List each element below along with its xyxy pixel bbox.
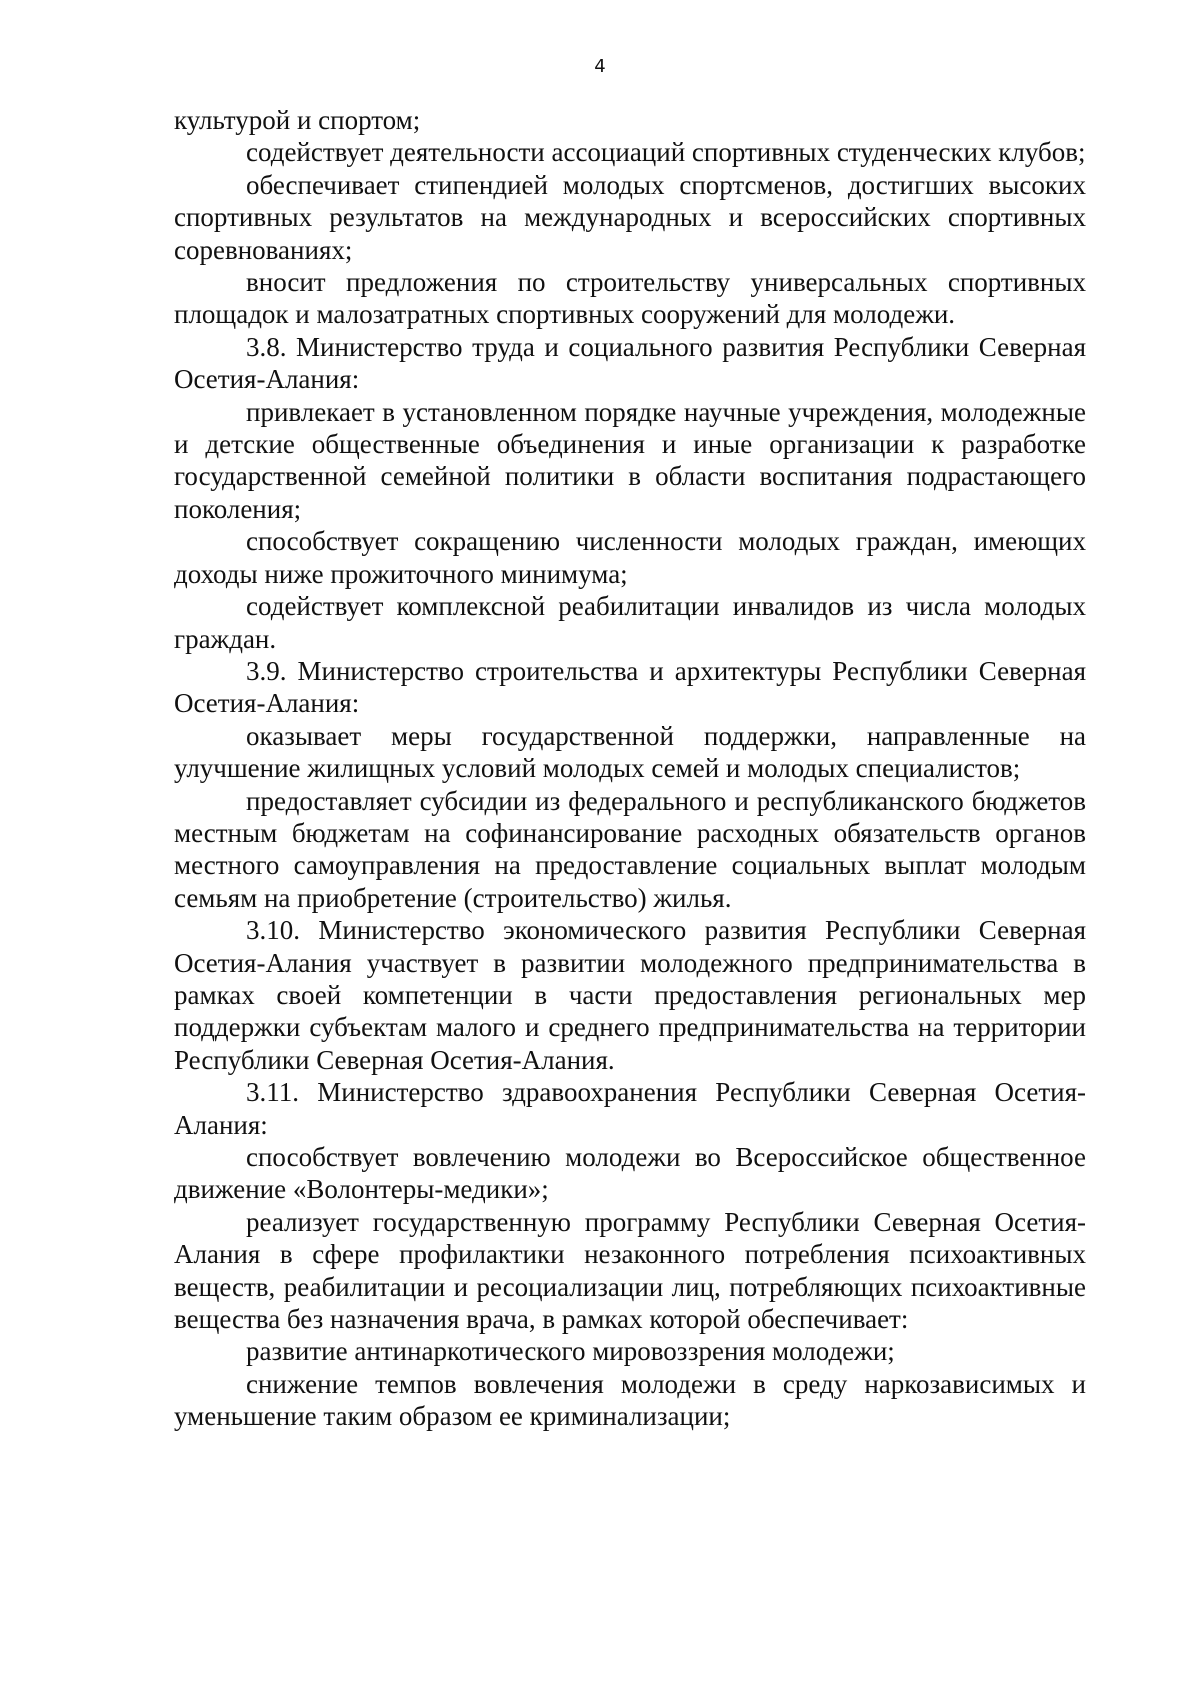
paragraph: вносит предложения по строительству универсальных спортивных площадок и малозатратных спортивных сооружений для молодежи. (174, 267, 1086, 330)
paragraph: 3.10. Министерство экономического развития Республики Северная Осетия-Алания участвует в развитии молодежного предпринимательства в рамках своей компетенции в части предоставления региональных мер поддержки субъектам малого и среднего предпринимательства на территории Республики Северная Осетия-Алания. (174, 915, 1086, 1075)
paragraph: способствует вовлечению молодежи во Всероссийское общественное движение «Волонтеры-медики»; (174, 1142, 1086, 1205)
document-body (174, 104, 1086, 1433)
paragraph: оказывает меры государственной поддержки, направленные на улучшение жилищных условий молодых семей и молодых специалистов; (174, 720, 1086, 784)
paragraph: 3.8. Министерство труда и социального развития Республики Северная Осетия-Алания: (174, 331, 1086, 395)
paragraph: содействует комплексной реабилитации инвалидов из числа молодых граждан. (174, 591, 1086, 654)
paragraph: 3.9. Министерство строительства и архитектуры Республики Северная Осетия-Алания: (174, 655, 1086, 719)
paragraph: привлекает в установленном порядке научные учреждения, молодежные и детские общественные объединения и иные организации к разработке государственной семейной политики в области воспитания подрастающего поколения; (174, 396, 1086, 524)
paragraph: развитие антинаркотического мировоззрения молодежи; (246, 1336, 895, 1367)
paragraph: обеспечивает стипендией молодых спортсменов, достигших высоких спортивных результатов на международных и всероссийских спортивных соревнованиях; (174, 169, 1086, 265)
paragraph: реализует государственную программу Республики Северная Осетия-Алания в сфере профилактики незаконного потребления психоактивных веществ, реабилитации и ресоциализации лиц, потребляющих психоактивные вещества без назначения врача, в рамках которой обеспечивает: (174, 1206, 1086, 1335)
paragraph: способствует сокращению численности молодых граждан, имеющих доходы ниже прожиточного минимума; (174, 526, 1086, 589)
page-number: 4 (594, 56, 606, 77)
paragraph: культурой и спортом; (174, 105, 421, 135)
paragraph: содействует деятельности ассоциаций спортивных студенческих клубов; (246, 137, 1086, 168)
paragraph: 3.11. Министерство здравоохранения Республики Северная Осетия-Алания: (174, 1077, 1086, 1140)
paragraph: предоставляет субсидии из федерального и республиканского бюджетов местным бюджетам на софинансирование расходных обязательств органов местного самоуправления на предоставление социальных выплат молодым семьям на приобретение (строительство) жилья. (174, 785, 1086, 913)
paragraph: снижение темпов вовлечения молодежи в среду наркозависимых и уменьшение таким образом ее криминализации; (174, 1368, 1086, 1432)
